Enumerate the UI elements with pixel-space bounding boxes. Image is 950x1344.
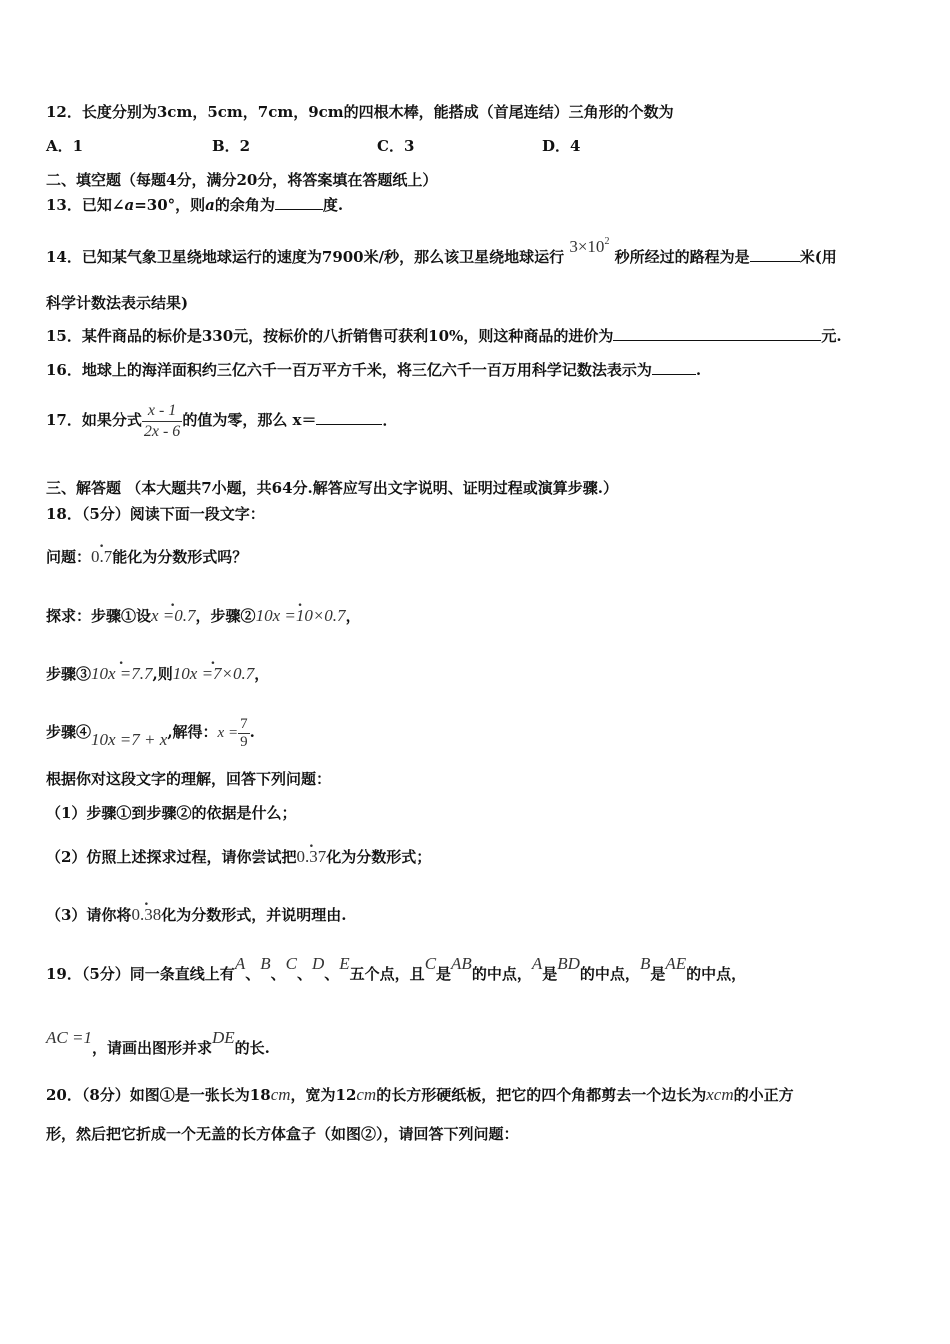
q20-line2: 形，然后把它折成一个无盖的长方体盒子（如图②），请回答下列问题： bbox=[46, 1125, 519, 1143]
q19-ab: AB bbox=[451, 954, 472, 973]
q18-step3-math2: . 10x =7×0.7 bbox=[173, 664, 255, 684]
q20-pre: 20．（8分）如图①是一张长为18 bbox=[46, 1086, 271, 1104]
q17-tail: ． bbox=[382, 411, 398, 429]
q16-tail: . bbox=[695, 361, 702, 379]
q19-sep: 、 bbox=[324, 965, 340, 983]
q18-problem bbox=[46, 547, 247, 567]
q13-answer-blank[interactable] bbox=[275, 195, 323, 210]
q20-unit2: cm bbox=[356, 1085, 377, 1104]
q13-post: 的余角为 bbox=[214, 196, 275, 214]
q14-answer-blank[interactable] bbox=[750, 247, 800, 262]
q19-point-b: B bbox=[260, 954, 271, 973]
q14-line2: 科学计数法表示结果) bbox=[46, 294, 189, 312]
q18-sub3-post: 化为分数形式，并说明理由. bbox=[161, 906, 347, 924]
q15-pre: 15．某件商品的标价是330元，按标价的八折销售可获利10%，则这种商品的进价为 bbox=[46, 327, 614, 345]
q18-step4-num: 7 bbox=[240, 715, 248, 732]
q18-step4-x: x = bbox=[217, 725, 239, 741]
q18-step4-den: 9 bbox=[240, 733, 248, 750]
q13-pre: 13．已知∠ bbox=[46, 196, 125, 214]
q15-tail: 元. bbox=[821, 327, 842, 345]
q20-line1 bbox=[46, 1085, 794, 1105]
q13-var: a bbox=[124, 196, 135, 214]
q19-line2 bbox=[46, 1028, 270, 1058]
q19-ae: AE bbox=[665, 954, 687, 973]
q18-explore-mid: ，步骤② bbox=[195, 607, 256, 625]
q12-option-c: C．3 bbox=[377, 137, 415, 155]
q18-step4-label: 步骤④ bbox=[46, 723, 92, 741]
q19-is2: 是 bbox=[542, 965, 558, 983]
q17-fraction bbox=[142, 401, 182, 442]
q18-title: 18．（5分）阅读下面一段文字： bbox=[46, 505, 265, 523]
q12-option-b: B．2 bbox=[212, 137, 251, 155]
q18-step4-math: 10x =7 + x bbox=[91, 730, 168, 749]
q20-xcm: xcm bbox=[706, 1085, 734, 1104]
q18-sub1: （1）步骤①到步骤②的依据是什么； bbox=[46, 804, 297, 822]
q18-problem-post: 能化为分数形式吗？ bbox=[112, 548, 248, 566]
q19-point-a: A bbox=[234, 954, 246, 973]
q14-exp: 2 bbox=[604, 236, 610, 247]
q18-step3-math1: . 10x =7.7 bbox=[91, 664, 153, 684]
q19-midpoint-3: 的中点， bbox=[686, 965, 747, 983]
q18-step3-label: 步骤③ bbox=[46, 665, 92, 683]
q15-answer-blank[interactable] bbox=[613, 326, 821, 341]
q19-ac-eq: AC =1 bbox=[46, 1028, 92, 1047]
q18-sub3 bbox=[46, 905, 346, 925]
q20-tail: 的小正方 bbox=[733, 1086, 794, 1104]
q17 bbox=[46, 400, 398, 442]
q18-step4-fraction bbox=[238, 716, 250, 751]
q19-mid1: 五个点，且 bbox=[349, 965, 425, 983]
q19-sep: 、 bbox=[245, 965, 261, 983]
q18-sub2 bbox=[46, 847, 431, 867]
q18-step3 bbox=[46, 664, 269, 684]
q19-bd: BD bbox=[557, 954, 580, 973]
q13 bbox=[46, 195, 343, 215]
q14 bbox=[46, 236, 837, 267]
q15 bbox=[46, 326, 842, 346]
q18-step3-tail: ， bbox=[254, 665, 270, 683]
q17-mid: 的值为零，那么 x＝ bbox=[182, 411, 317, 429]
q17-denominator: 2x - 6 bbox=[143, 422, 181, 440]
q18-problem-label: 问题： bbox=[46, 548, 92, 566]
q19-is3: 是 bbox=[650, 965, 666, 983]
q16-answer-blank[interactable] bbox=[652, 360, 696, 375]
q18-step4-mid: ,解得： bbox=[167, 723, 218, 741]
q20-mid2: 的长方形硬纸板，把它的四个角都剪去一个边长为 bbox=[376, 1086, 707, 1104]
q19-midpoint-1: 的中点， bbox=[471, 965, 532, 983]
q19-is1: 是 bbox=[436, 965, 452, 983]
q18-sub2-post: 化为分数形式； bbox=[326, 848, 432, 866]
q17-numerator: x - 1 bbox=[142, 401, 182, 422]
q14-tail: 米(用 bbox=[799, 248, 837, 266]
section-3-heading: 三、解答题 （本大题共7小题，共64分.解答应写出文字说明、证明过程或演算步骤.） bbox=[46, 479, 618, 497]
q18-step4 bbox=[46, 712, 255, 753]
q19-c: C bbox=[424, 954, 437, 973]
q18-sub2-math: . 0.37 bbox=[296, 847, 326, 867]
q18-explore-math2: . 10x =10×0.7 bbox=[256, 606, 346, 626]
q18-intro: 根据你对这段文字的理解，回答下列问题： bbox=[46, 770, 332, 788]
q12-option-d: D．4 bbox=[542, 137, 581, 155]
q19-b: B bbox=[639, 954, 651, 973]
q18-explore-tail: ， bbox=[345, 607, 361, 625]
q18-explore bbox=[46, 606, 361, 626]
q19-sep: 、 bbox=[270, 965, 286, 983]
q19-de: DE bbox=[211, 1028, 235, 1047]
q19-midpoint-2: 的中点， bbox=[579, 965, 640, 983]
q12-stem: 12．长度分别为3cm，5cm，7cm，9cm的四根木棒，能搭成（首尾连结）三角形的个数为 bbox=[46, 103, 674, 121]
q14-math bbox=[569, 237, 609, 256]
q18-step4-tail: . bbox=[249, 723, 255, 741]
q19-line2-tail: 的长. bbox=[234, 1039, 270, 1057]
q17-answer-blank[interactable] bbox=[316, 410, 382, 425]
q13-var2: a bbox=[205, 196, 215, 214]
q18-problem-math: . 0.7 bbox=[91, 547, 112, 567]
q18-sub2-pre: （2）仿照上述探求过程，请你尝试把 bbox=[46, 848, 297, 866]
section-2-heading: 二、填空题（每题4分，满分20分，将答案填在答题纸上） bbox=[46, 171, 438, 189]
q20-unit1: cm bbox=[270, 1085, 291, 1104]
q19-line2-mid: ，请画出图形并求 bbox=[91, 1039, 212, 1057]
q19-point-d: D bbox=[311, 954, 325, 973]
q13-tail: 度. bbox=[322, 196, 344, 214]
q19-point-e: E bbox=[339, 954, 350, 973]
q16-pre: 16．地球上的海洋面积约三亿六千一百万平方千米，将三亿六千一百万用科学记数法表示为 bbox=[46, 361, 652, 379]
q14-base: 3×10 bbox=[569, 237, 605, 256]
q13-mid: =30°，则 bbox=[134, 196, 206, 214]
q18-explore-label: 探求：步骤①设 bbox=[46, 607, 152, 625]
q14-mid: 秒所经过的路程为是 bbox=[614, 248, 750, 266]
q19-a: A bbox=[531, 954, 543, 973]
q19-line1 bbox=[46, 954, 747, 984]
q19-point-c: C bbox=[285, 954, 297, 973]
q19-pre: 19．（5分）同一条直线上有 bbox=[46, 965, 235, 983]
q18-step3-mid: ,则 bbox=[152, 665, 173, 683]
q16 bbox=[46, 360, 701, 380]
q12-option-a: A．1 bbox=[46, 137, 84, 155]
q18-sub3-pre: （3）请你将 bbox=[46, 906, 132, 924]
q18-explore-math1: . x =0.7 bbox=[151, 606, 196, 626]
q20-mid1: ，宽为12 bbox=[290, 1086, 357, 1104]
q14-pre: 14．已知某气象卫星绕地球运行的速度为7900米/秒，那么该卫星绕地球运行 bbox=[46, 248, 565, 266]
q17-pre: 17．如果分式 bbox=[46, 411, 142, 429]
q18-sub3-math: . 0.38 bbox=[131, 905, 161, 925]
q19-sep: 、 bbox=[296, 965, 312, 983]
